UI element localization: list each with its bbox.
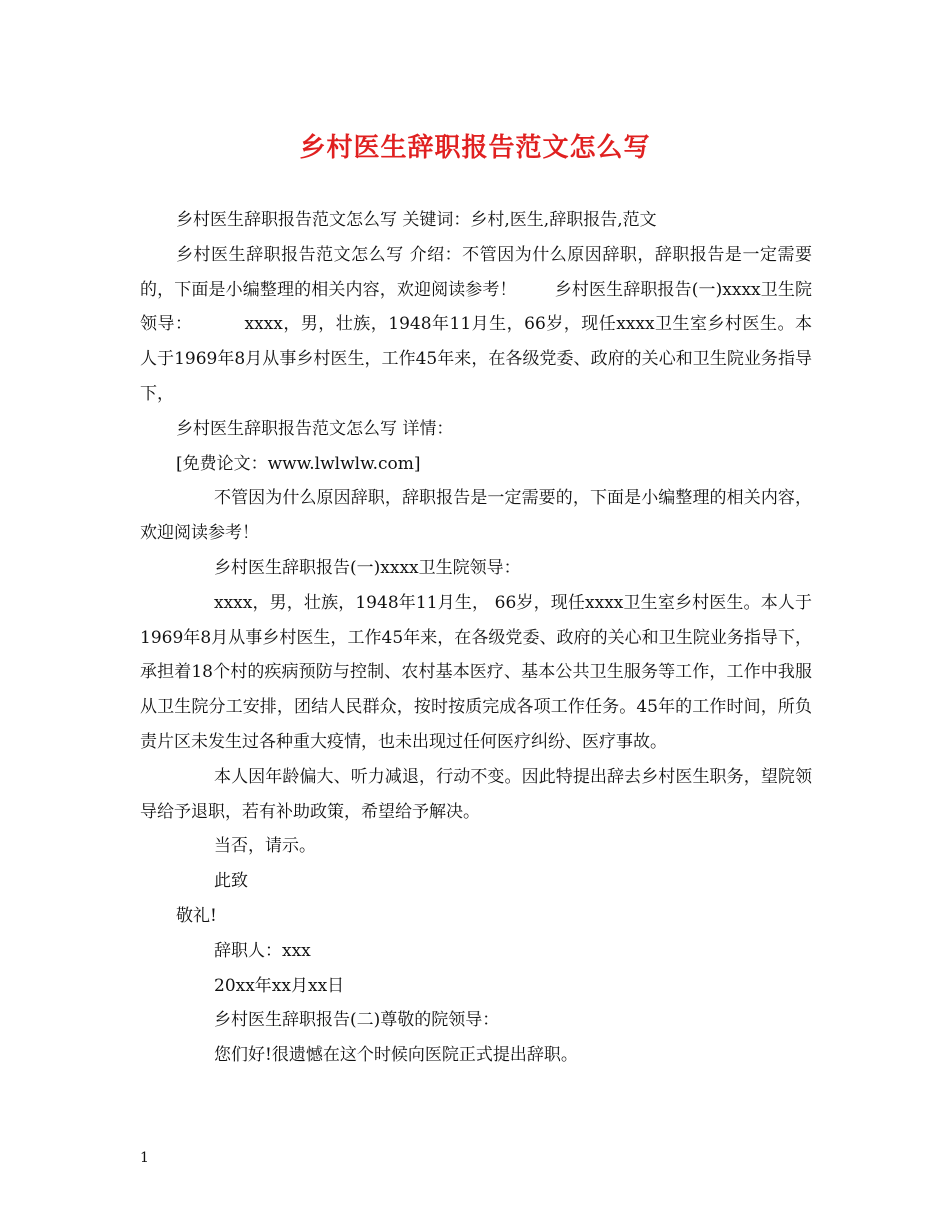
intro-report-heading: 乡村医生辞职报告(一)xxxx卫生院领导： bbox=[140, 279, 813, 335]
intro-paragraph bbox=[140, 238, 812, 412]
closing-salutation: 此致 bbox=[214, 871, 248, 892]
body-paragraph-1: 不管因为什么原因辞职，辞职报告是一定需要的，下面是小编整理的相关内容，欢迎阅读参考！ bbox=[140, 488, 812, 544]
report-two-heading: 乡村医生辞职报告(二)尊敬的院领导： bbox=[214, 1010, 500, 1031]
closing-request: 当否，请示。 bbox=[214, 836, 316, 857]
document-body bbox=[140, 203, 812, 1073]
body-paragraph-3: 本人因年龄偏大、听力减退，行动不变。因此特提出辞去乡村医生职务，望院领导给予退职，若有补助政策，希望给予解决。 bbox=[140, 766, 812, 822]
closing-regards: 敬礼! bbox=[176, 905, 217, 926]
intro-report-excerpt: xxxx，男，壮族，1948年11月生，66岁，现任xxxx卫生室乡村医生。本人于1969年8月从事乡村医生，工作45年来，在各级党委、政府的关心和卫生院业务指导下， bbox=[140, 314, 812, 404]
document-title: 乡村医生辞职报告范文怎么写 bbox=[299, 133, 651, 163]
report-two-first-line: 您们好!很遗憾在这个时候向医院正式提出辞职。 bbox=[214, 1045, 578, 1066]
page-number: 1 bbox=[140, 1150, 149, 1166]
source-link-text: [免费论文：www.lwlwlw.com] bbox=[176, 453, 421, 474]
body-paragraph-2: xxxx，男，壮族，1948年11月生， 66岁，现任xxxx卫生室乡村医生。本人于1969年8月从事乡村医生，工作45年来，在各级党委、政府的关心和卫生院业务指导下，承担着18个村的疾病预防与控制、农村基本医疗、基本公共卫生服务等工作，工作中我服从卫生院分工安排，团结人民群众，按时按质完成各项工作任务。45年的工作时间，所负责片区未发生过各种重大疫情，也未出现过任何医疗纠纷、医疗事故。 bbox=[140, 592, 812, 752]
date-line: 20xx年xx月xx日 bbox=[214, 975, 345, 996]
details-paragraph: 乡村医生辞职报告范文怎么写 详情： bbox=[176, 418, 454, 439]
signature-line: 辞职人：xxx bbox=[214, 940, 311, 961]
keywords-paragraph: 乡村医生辞职报告范文怎么写 关键词：乡村,医生,辞职报告,范文 bbox=[176, 210, 657, 230]
intro-text: 乡村医生辞职报告范文怎么写 介绍：不管因为什么原因辞职，辞职报告是一定需要的，下面是小编整理的相关内容，欢迎阅读参考！ bbox=[140, 244, 812, 300]
report-one-heading: 乡村医生辞职报告(一)xxxx卫生院领导： bbox=[214, 557, 521, 578]
